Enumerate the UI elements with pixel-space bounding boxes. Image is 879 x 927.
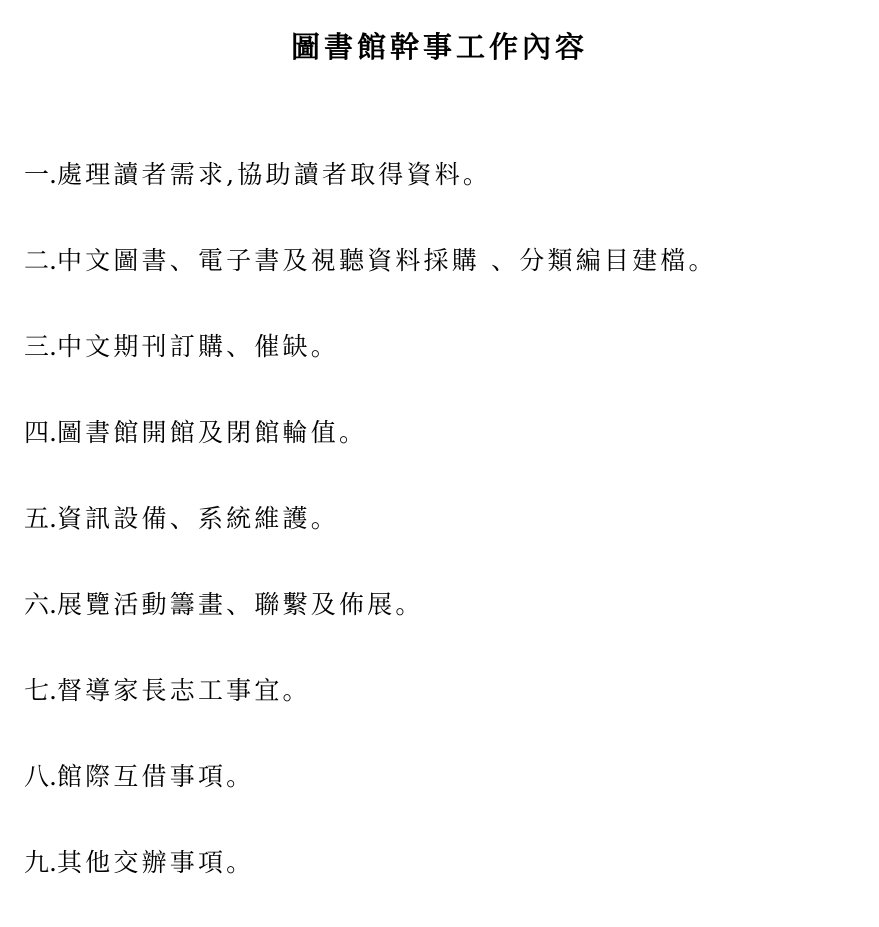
- item-marker: 六.: [24, 590, 57, 619]
- item-marker: 八.: [24, 762, 57, 791]
- item-marker: 四.: [24, 418, 57, 447]
- list-item-6: [24, 583, 717, 669]
- item-marker: 一.: [24, 160, 57, 189]
- item-marker: 七.: [24, 676, 57, 705]
- item-text: 督導家長志工事宜。: [56, 676, 311, 705]
- list-item-8: [24, 755, 717, 841]
- item-text: 館際互借事項。: [56, 762, 255, 791]
- item-marker: 三.: [24, 332, 57, 361]
- item-marker: 二.: [24, 246, 57, 275]
- list-item-2: [24, 239, 717, 325]
- list-item-3: [24, 325, 717, 411]
- list-item-4: [24, 411, 717, 497]
- item-text: 中文圖書、電子書及視聽資料採購 、分類編目建檔。: [56, 246, 717, 275]
- item-text: 展覽活動籌畫、聯繫及佈展。: [56, 590, 424, 619]
- item-text: 其他交辦事項。: [56, 848, 255, 877]
- item-marker: 五.: [24, 504, 57, 533]
- list-item-5: [24, 497, 717, 583]
- list-item-1: [24, 153, 717, 239]
- item-text: 處理讀者需求,協助讀者取得資料。: [56, 160, 492, 189]
- duty-list: [24, 153, 717, 927]
- item-text: 資訊設備、系統維護。: [56, 504, 339, 533]
- item-text: 中文期刊訂購、催缺。: [56, 332, 339, 361]
- list-item-7: [24, 669, 717, 755]
- list-item-9: [24, 841, 717, 927]
- page-title: 圖書館幹事工作內容: [290, 30, 588, 65]
- item-text: 圖書館開館及閉館輪值。: [56, 418, 368, 447]
- item-marker: 九.: [24, 848, 57, 877]
